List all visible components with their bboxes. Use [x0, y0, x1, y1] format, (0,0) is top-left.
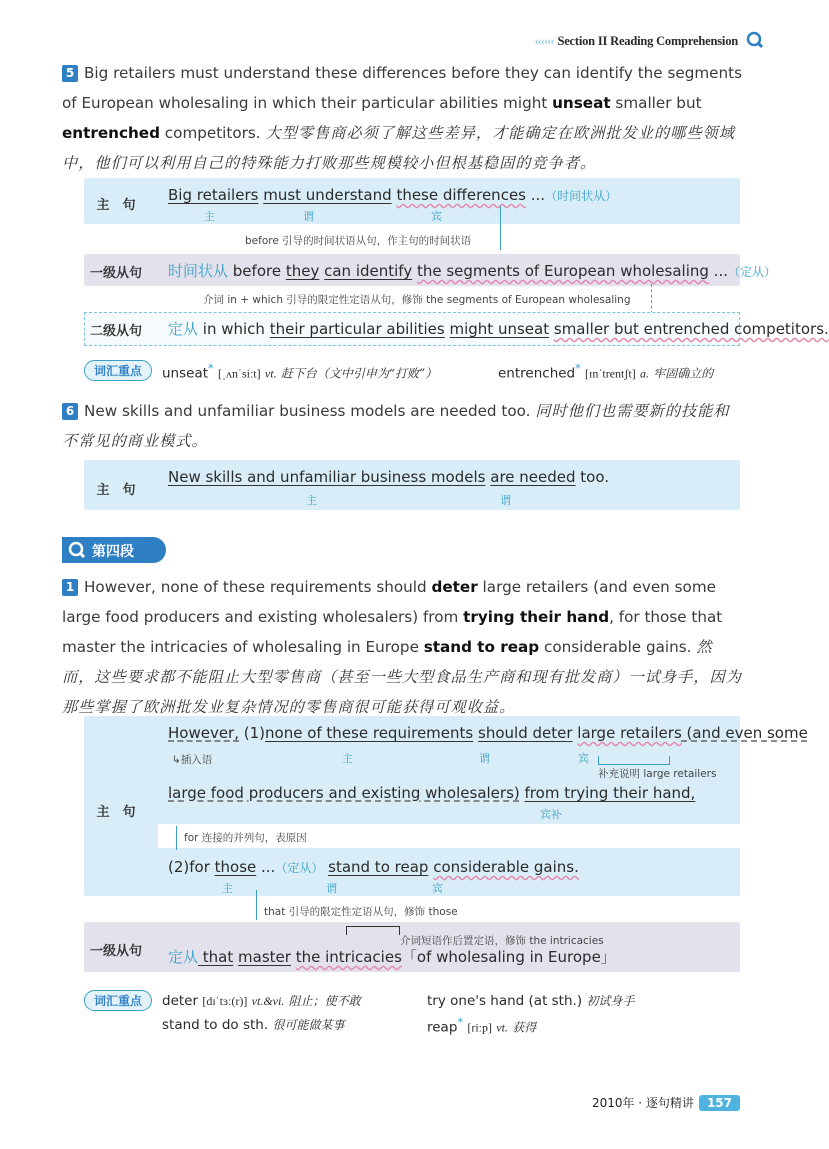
- sentence-number: 1: [62, 579, 78, 596]
- sentence-number: 5: [62, 65, 78, 82]
- vocab-badge: 词汇重点: [84, 990, 152, 1011]
- note: for 连接的并列句，表原因: [184, 832, 307, 844]
- main-clause-label: 主 句: [96, 483, 136, 498]
- sentence-number: 6: [62, 403, 78, 420]
- search-icon: [68, 541, 86, 559]
- note: before 引导的时间状语从句，作主句的时间状语: [245, 235, 472, 247]
- note: 介词短语作后置定语，修饰 the intricacies: [400, 935, 604, 947]
- level1-clause-label: 一级从句: [89, 944, 142, 959]
- translation: 同时他们也需要新的技能和不常见的商业模式。: [62, 402, 730, 450]
- note: 介词 in + which 引导的限定性定语从句，修饰 the segments of European wholesaling: [203, 294, 631, 306]
- vocab-badge: 词汇重点: [84, 360, 152, 381]
- note: ↳插入语: [172, 754, 213, 766]
- level1-clause-label: 一级从句: [89, 266, 142, 281]
- sentence-5: 5 Big retailers must understand these differences before they can identify the segments of European wholesaling in which their particular abilities might unseat smaller but entrenched competitors. 大型零售商必须了解这些差异，才能确定在欧洲批发业的哪些领域中，他们可以利用自己的特殊能力打败那些规模较小但根基稳固的竞争者。: [62, 64, 742, 172]
- section-heading: [62, 537, 166, 563]
- sentence-6: 6 New skills and unfamiliar business models are needed too. 同时他们也需要新的技能和不常见的商业模式。: [62, 402, 730, 450]
- level1-clause-text: 时间状从 before they can identify the segments of European wholesaling ...（定从）: [168, 262, 776, 280]
- main-clause-label: 主 句: [96, 198, 136, 213]
- vocab-stand-to: stand to do sth. 很可能做某事: [162, 1017, 345, 1033]
- main-clause-text: New skills and unfamiliar business models are needed too.: [168, 468, 610, 486]
- vocab-try-ones-hand: try one's hand (at sth.) 初试身手: [427, 993, 635, 1009]
- section-title: Section II Reading Comprehension: [557, 34, 738, 48]
- translation: 然而，这些要求都不能阻止大型零售商（甚至一些大型食品生产商和现有批发商）一试身手，因为那些掌握了欧洲批发业复杂情况的零售商很可能获得可观收益。: [62, 638, 742, 716]
- main-clause-label: 主 句: [96, 805, 136, 820]
- level2-clause-label: 二级从句: [89, 324, 142, 339]
- main-clause-text: Big retailers must understand these differences ...（时间状从）: [168, 186, 618, 204]
- vocab-reap: reap* [riːp] vt. 获得: [427, 1016, 537, 1036]
- section-header: [534, 34, 738, 49]
- translation: 大型零售商必须了解这些差异，才能确定在欧洲批发业的哪些领域中，他们可以利用自己的特殊能力打败那些规模较小但根基稳固的竞争者。: [62, 124, 735, 172]
- page-number: 157: [699, 1095, 740, 1111]
- main-clause-line3: (2)for those ...（定从） stand to reap considerable gains.: [168, 858, 579, 876]
- vocab-deter: deter [dɪˈtɜː(r)] vt.&vi. 阻止；使不敢: [162, 993, 361, 1009]
- note: 补充说明 large retailers: [598, 768, 717, 780]
- note: that 引导的限定性定语从句，修饰 those: [264, 906, 458, 918]
- section-title: 第四段: [92, 544, 134, 560]
- main-clause-line2: large food producers and existing wholesalers) from trying their hand,: [168, 784, 696, 802]
- search-icon: [746, 31, 764, 49]
- arrows-decor: ‹‹‹‹‹‹: [534, 34, 554, 48]
- level2-clause-text: 定从 in which their particular abilities might unseat smaller but entrenched competitors.: [168, 320, 829, 338]
- page-footer: [592, 1094, 740, 1111]
- main-clause-line1: However, (1)none of these requirements should deter large retailers (and even some: [168, 724, 808, 742]
- vocab-unseat: unseat* [ˌʌnˈsiːt] vt. 赶下台（文中引申为“打败”）: [162, 362, 438, 382]
- level1-clause-text: 定从 that master the intricacies「of wholesaling in Europe」: [168, 948, 616, 966]
- vocab-entrenched: entrenched* [ɪnˈtrentʃt] a. 牢固确立的: [498, 362, 714, 382]
- book-title: 2010年 · 逐句精讲: [591, 1096, 694, 1110]
- sentence-1: 1 However, none of these requirements should deter large retailers (and even some large food producers and existing wholesalers) from trying their hand, for those that master the intricacies of wholesaling in Europe stand to reap considerable gains. 然而，这些要求都不能阻止大型零售商（甚至一些大型食品生产商和现有批发商）一试身手，因为那些掌握了欧洲批发业复杂情况的零售商很可能获得可观收益。: [62, 578, 742, 716]
